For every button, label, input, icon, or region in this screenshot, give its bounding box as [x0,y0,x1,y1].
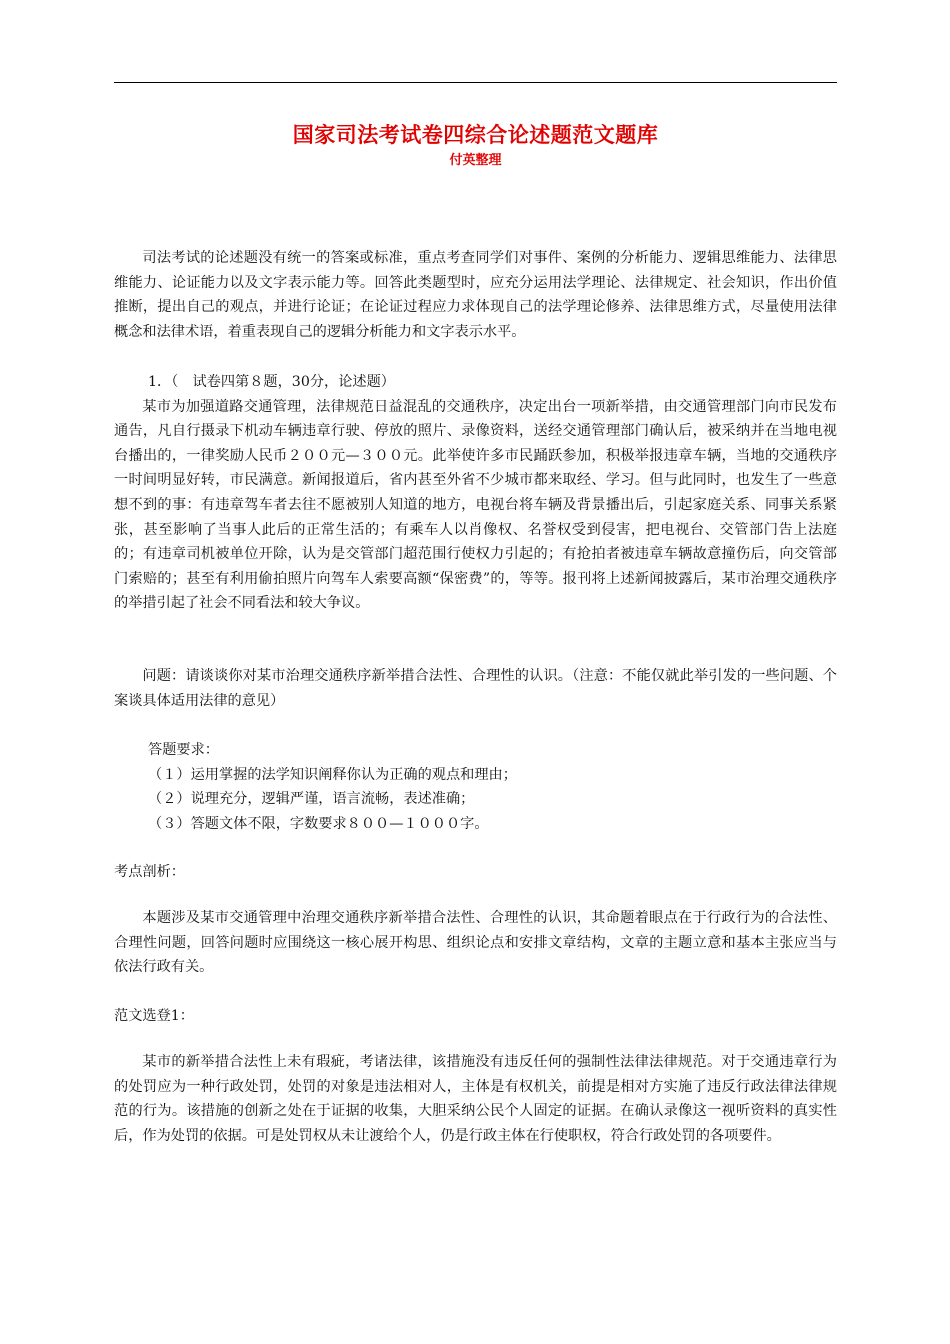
question-header: 1．（ 试卷四第８题，30分，论述题） [148,374,395,390]
requirement-item: （２）说理充分，逻辑严谨，语言流畅，表述准确； [148,791,475,808]
sample-paragraph: 某市的新举措合法性上未有瑕疵，考诸法律，该措施没有违反任何的强制性法律法律规范。对于交通违章行为的处罚应为一种行政处罚，处罚的对象是违法相对人，主体是有权机关，前提是相对方实施了违反行政法律法律规范的行为。该措施的创新之处在于证据的收集，大胆采纳公民个人固定的证据。在确认录像这一视听资料的真实性后，作为处罚的依据。可是处罚权从未让渡给个人，仍是行政主体在行使职权，符合行政处罚的各项要件。 [114,1054,837,1144]
header-rule [114,82,837,83]
requirements-label: 答题要求： [148,742,219,758]
analysis-label: 考点剖析： [114,864,185,880]
analysis-paragraph: 本题涉及某市交通管理中治理交通秩序新举措合法性、合理性的认识，其命题着眼点在于行政行为的合法性、合理性问题，回答问题时应围绕这一核心展开构思、组织论点和安排文章结构，文章的主题立意和基本主张应当与依法行政有关。 [114,910,837,976]
requirements-block [114,738,837,836]
sample-label: 范文选登1： [114,1008,194,1024]
document-subtitle: 付英整理 [449,153,502,168]
document-title: 国家司法考试卷四综合论述题范文题库 [292,123,659,147]
intro-paragraph: 司法考试的论述题没有统一的答案或标准，重点考查同学们对事件、案例的分析能力、逻辑思维能力、法律思维能力、论证能力以及文字表示能力等。回答此类题型时，应充分运用法学理论、法律规定、社会知识，作出价值推断，提出自己的观点，并进行论证；在论证过程应力求体现自己的法学理论修养、法律思维方式，尽量使用法律概念和法律术语，着重表现自己的逻辑分析能力和文字表示水平。 [114,250,837,340]
case-paragraph: 某市为加强道路交通管理，法律规范日益混乱的交通秩序，决定出台一项新举措，由交通管理部门向市民发布通告，凡自行摄录下机动车辆违章行驶、停放的照片、录像资料，送经交通管理部门确认后，被采纳并在当地电视台播出的，一律奖励人民币２００元—３００元。此举使许多市民踊跃参加，积极举报违章车辆，当地的交通秩序一时间明显好转，市民满意。新闻报道后，省内甚至外省不少城市都来取经、学习。但与此同时，也发生了一些意想不到的事：有违章驾车者去往不愿被别人知道的地方，电视台将车辆及背景播出后，引起家庭关系、同事关系紧张，甚至影响了当事人此后的正常生活的；有乘车人以肖像权、名誉权受到侵害，把电视台、交管部门告上法庭的；有违章司机被单位开除，认为是交管部门超范围行使权力引起的；有抢拍者被违章车辆故意撞伤后，向交管部门索赔的；甚至有利用偷拍照片向驾车人索要高额“保密费”的，等等。报刊将上述新闻披露后，某市治理交通秩序的举措引起了社会不同看法和较大争议。 [114,398,837,612]
requirement-item: （３）答题文体不限，字数要求８００—１０００字。 [148,815,489,832]
question-block [114,370,837,616]
requirement-item: （１）运用掌握的法学知识阐释你认为正确的观点和理由； [148,766,517,783]
problem-paragraph: 问题：请谈谈你对某市治理交通秩序新举措合法性、合理性的认识。（注意：不能仅就此举引发的一些问题、个案谈具体适用法律的意见） [114,668,837,709]
